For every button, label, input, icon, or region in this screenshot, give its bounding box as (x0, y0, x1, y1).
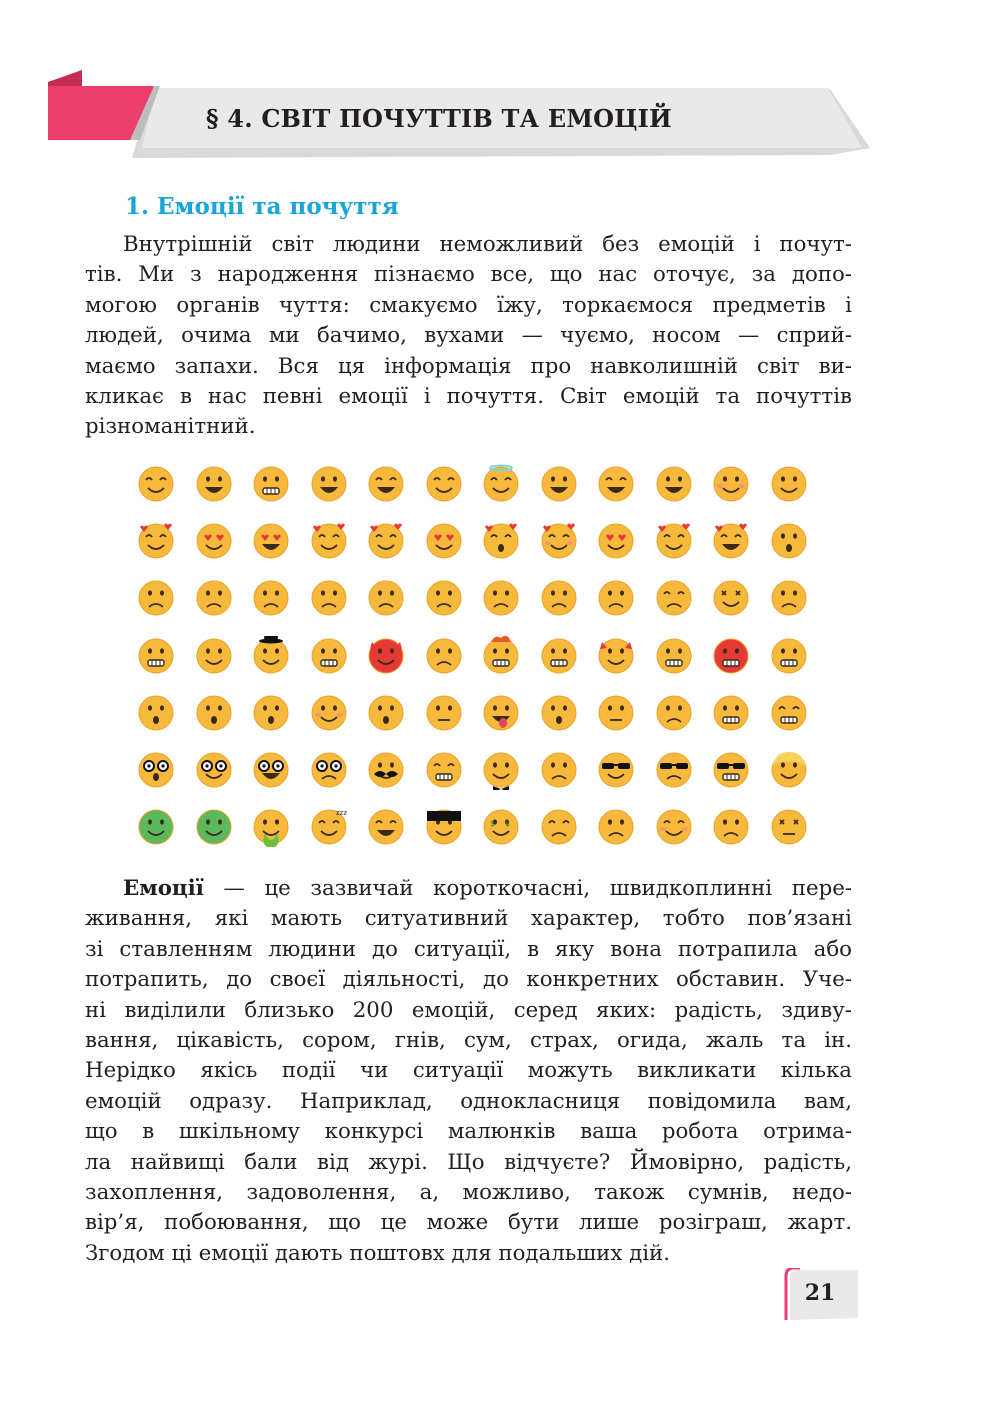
svg-text:zzz: zzz (335, 809, 347, 818)
tired-icon (309, 578, 349, 618)
blush-icon (711, 464, 751, 504)
sleeping-icon (309, 807, 349, 847)
worried-icon (366, 578, 406, 618)
laugh-icon (366, 464, 406, 504)
glasses-surprised-icon (136, 750, 176, 790)
paragraph-line: кликає в нас певні емоції і почуття. Світ емоцій та почуттів (85, 384, 852, 410)
hearts-wink-icon (654, 521, 694, 561)
red-angry-icon (711, 636, 751, 676)
vomit-icon (251, 807, 291, 847)
hearts-smile-icon (136, 521, 176, 561)
emoji-grid (120, 455, 820, 863)
astonished-icon (539, 693, 579, 733)
smirk-icon (194, 636, 234, 676)
header-ribbon (0, 0, 992, 200)
anguished-icon (769, 578, 809, 618)
svg-text:$: $ (505, 819, 511, 829)
chapter-header (0, 0, 992, 200)
term-emotions: Емоції (123, 876, 204, 901)
hearts-blush-icon (539, 521, 579, 561)
page-number: 21 (804, 1280, 836, 1306)
dizzy-icon (711, 578, 751, 618)
hearts-laugh-icon (711, 521, 751, 561)
shining-grin-icon (769, 636, 809, 676)
grimace-squint-icon (424, 750, 464, 790)
gasp-icon (366, 693, 406, 733)
kiss-icon (769, 521, 809, 561)
paragraph-line (85, 874, 852, 904)
mustache-icon (366, 750, 406, 790)
shy-icon (654, 807, 694, 847)
paragraph-line: захоплення, задоволення, а, можливо, також сумнів, недо- (85, 1180, 852, 1206)
glasses-grin-icon (251, 750, 291, 790)
wink-icon (769, 464, 809, 504)
hushed-icon (136, 693, 176, 733)
sobbing-icon (596, 578, 636, 618)
glasses-sad-icon (309, 750, 349, 790)
shocked-icon (251, 693, 291, 733)
furious-icon (654, 636, 694, 676)
sunglasses-frown-icon (654, 750, 694, 790)
hearts-crown-icon (366, 521, 406, 561)
glasses-smile-icon (194, 750, 234, 790)
squint-laugh-icon (596, 464, 636, 504)
paragraph-line: Згодом ці емоції дають поштовх для подальших дій. (85, 1240, 671, 1266)
nervous-grin-icon (711, 693, 751, 733)
tongue-frown-icon (596, 807, 636, 847)
paragraph-line: вання, цікавість, сором, гнів, сум, страх, огида, жаль та ін. (85, 1028, 852, 1054)
chapter-title: § 4. СВІТ ПОЧУТТІВ ТА ЕМОЦІЙ (206, 104, 672, 133)
squint-grimace-icon (769, 693, 809, 733)
nauseated-green-icon (194, 807, 234, 847)
paragraph-line: людей, очима ми бачимо, вухами — чуємо, носом — сприй- (85, 323, 852, 349)
frown-icon (136, 578, 176, 618)
neutral-smile-icon (424, 693, 464, 733)
pouting-icon (711, 807, 751, 847)
confused-icon (654, 693, 694, 733)
disappointed-icon (424, 578, 464, 618)
tongue-out-icon (481, 693, 521, 733)
skeptical-icon (539, 750, 579, 790)
sunglasses-smile-icon (596, 750, 636, 790)
squint-tired-icon (539, 807, 579, 847)
svg-text:$: $ (490, 819, 496, 829)
big-grin-icon (309, 464, 349, 504)
angel-icon (481, 464, 521, 504)
paragraph-line: потрапить, до своєї діяльності, до конкретних обставин. Уче- (85, 967, 852, 993)
money-eyes-icon (481, 807, 521, 847)
ninja-icon (424, 807, 464, 847)
laughing-wink-icon (366, 807, 406, 847)
dead-icon (769, 807, 809, 847)
unamused-icon (251, 578, 291, 618)
horns-smile-icon (596, 636, 636, 676)
tears-of-joy-icon (654, 464, 694, 504)
paragraph-line: Внутрішній світ людини неможливий без емоцій і почут- (123, 232, 852, 257)
paragraph-line: різноманітний. (85, 414, 256, 440)
paragraph-line: що в шкільному конкурсі малюнків ваша робота отрима- (85, 1119, 852, 1145)
heart-eyes-grin-icon (251, 521, 291, 561)
paragraph-line: живання, які мають ситуативний характер, тобто пов’язані (85, 906, 852, 932)
devil-icon (366, 636, 406, 676)
paragraph-line: могою органів чуття: смакуємо їжу, торкаємося предметів і (85, 292, 852, 318)
paragraph-line: тів. Ми з народження пізнаємо все, що нас оточує, за допо- (85, 262, 852, 288)
grimace-icon (309, 636, 349, 676)
paragraph-line: маємо запахи. Вся ця інформація про навколишній світ ви- (85, 353, 852, 379)
smile-icon (136, 464, 176, 504)
line-text: — це зазвичай короткочасні, швидкоплинні пере- (203, 876, 852, 901)
hearts-surprised-icon (481, 521, 521, 561)
fire-angry-icon (481, 636, 521, 676)
bowler-hat-icon (251, 636, 291, 676)
bowtie-icon (481, 750, 521, 790)
paragraph-line: емоцій одразу. Наприклад, однокласниця повідомила вам, (85, 1088, 852, 1114)
paragraph-line: Нерідко якісь події чи ситуації можуть викликати кілька (85, 1058, 852, 1084)
sunglasses-teeth-icon (711, 750, 751, 790)
clench-icon (539, 636, 579, 676)
angry-icon (136, 636, 176, 676)
crying-icon (481, 578, 521, 618)
heart-eyes-big-icon (596, 521, 636, 561)
paragraph-line: зі ставленням людини до ситуації, в яку вона потрапила або (85, 936, 852, 962)
wink-grin-icon (539, 464, 579, 504)
flushed-eyes-icon (309, 693, 349, 733)
paragraph-line: ні виділили близько 200 емоцій, серед яких: радість, здиву- (85, 997, 852, 1023)
blonde-icon (769, 750, 809, 790)
content-icon (424, 464, 464, 504)
surprised-icon (194, 693, 234, 733)
sick-green-icon (136, 807, 176, 847)
sad-icon (194, 578, 234, 618)
annoyed-icon (424, 636, 464, 676)
heart-eyes-open-icon (424, 521, 464, 561)
silent-icon (596, 693, 636, 733)
section-heading: 1. Емоції та почуття (125, 193, 399, 220)
hearts-happy-icon (309, 521, 349, 561)
grin-icon (194, 464, 234, 504)
crying-laugh-icon (654, 578, 694, 618)
heart-eyes-icon (194, 521, 234, 561)
smile-teeth-icon (251, 464, 291, 504)
emotions-definition-paragraph (85, 874, 852, 1269)
intro-paragraph (85, 230, 852, 443)
paragraph-line: ла найвищі бали від журі. Що відчуєте? Ймовірно, радість, (85, 1149, 852, 1175)
paragraph-line: вір’я, побоювання, що це може бути лише розіграш, жарт. (85, 1210, 852, 1236)
sad-sweat-icon (539, 578, 579, 618)
